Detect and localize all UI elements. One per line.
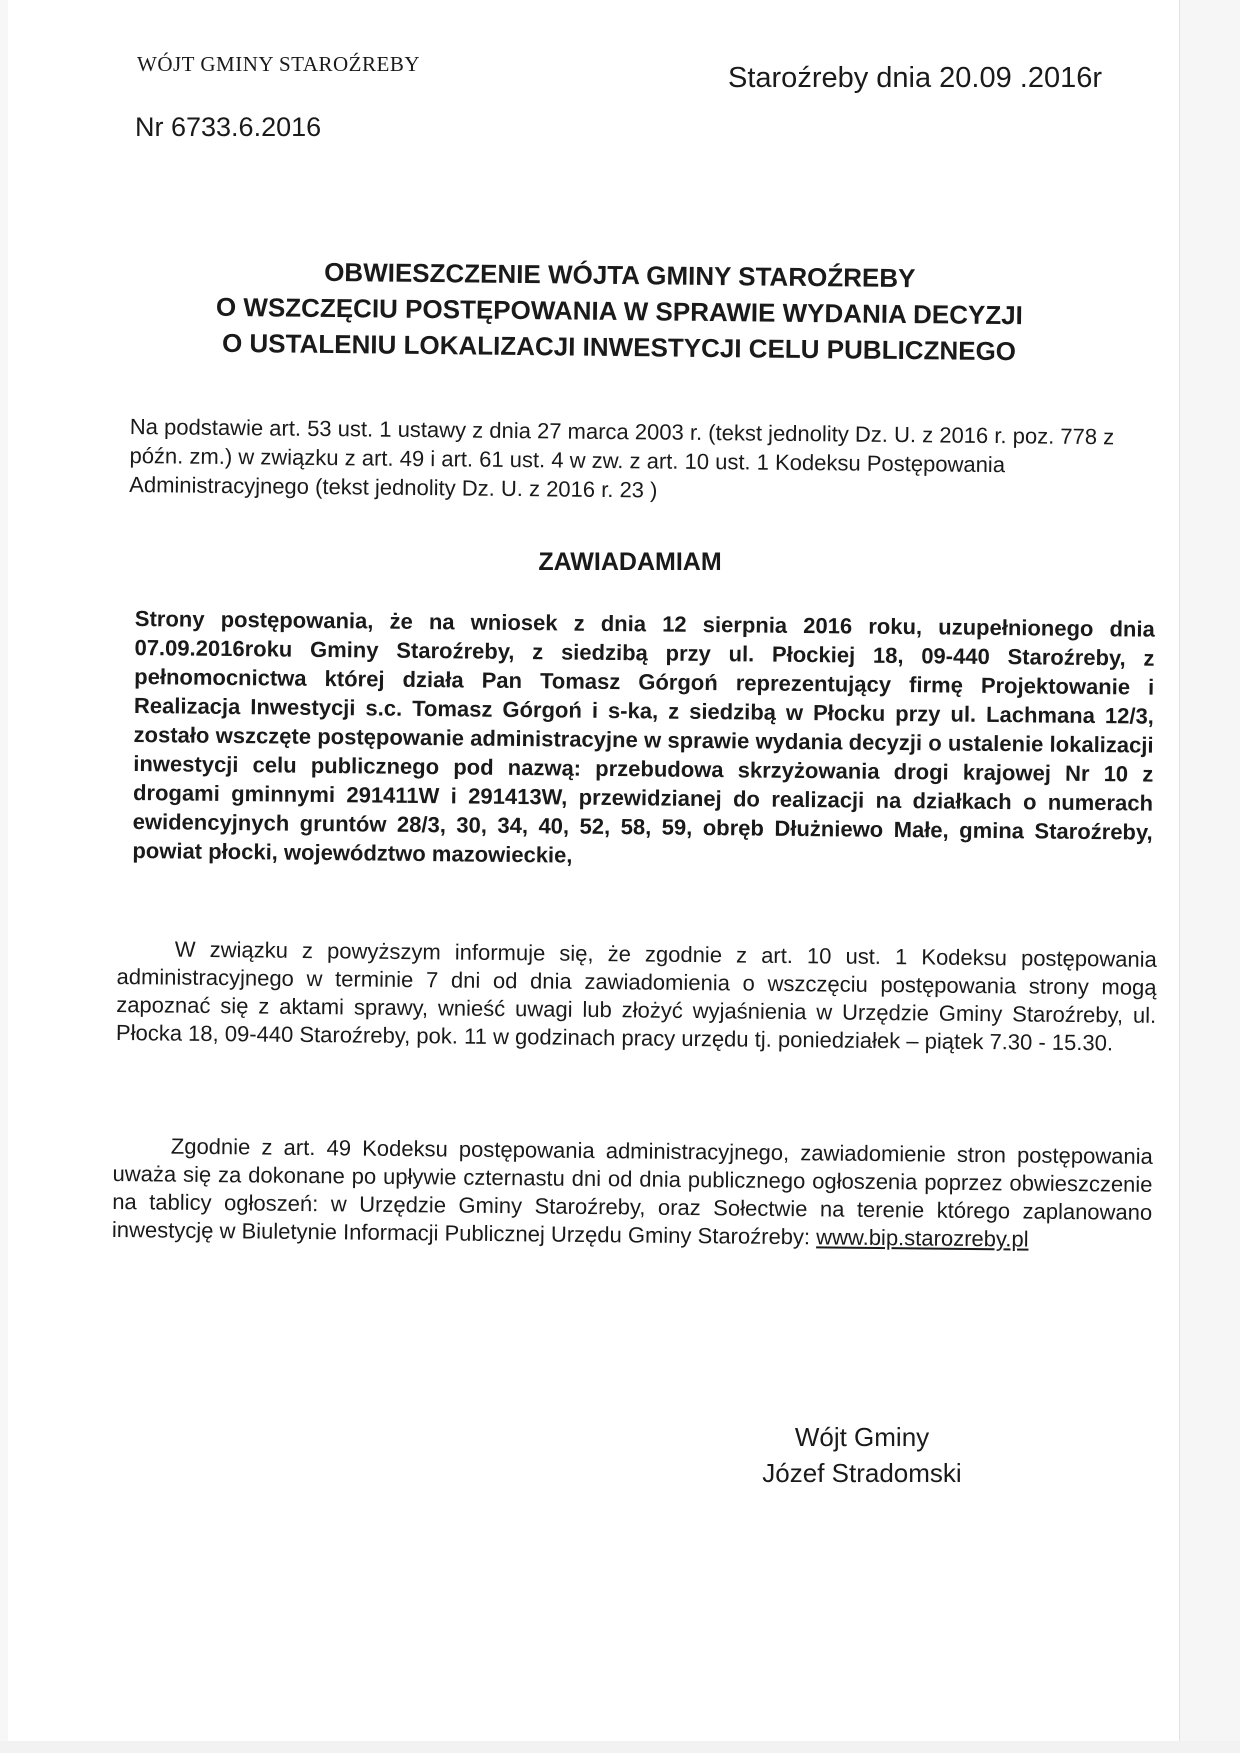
document-title bbox=[139, 252, 1100, 370]
info-paragraph-text: W związku z powyższym informuje się, że zgodnie z art. 10 ust. 1 Kodeksu postępowania administracyjnego w terminie 7 dni od dnia zawiadomienia o wszczęciu postępowania strony mogą zapoznać się z aktami sprawy, wnieść uwagi lub złożyć wyjaśnienia w Urzędzie Gminy Staroźreby, ul. Płocka 18, 09-440 Staroźreby, pok. 11 w godzinach pracy urzędu tj. poniedziałek – piątek 7.30 - 15.30. bbox=[115, 936, 1157, 1056]
signature-title: Wójt Gminy bbox=[794, 1422, 930, 1452]
title-line-2: O WSZCZĘCIU POSTĘPOWANIA W SPRAWIE WYDANIA DECYZJI bbox=[215, 291, 1024, 331]
signature-block bbox=[742, 1419, 982, 1491]
title-line-1: OBWIESZCZENIE WÓJTA GMINY STAROŹREBY bbox=[324, 256, 916, 294]
announcement-heading: ZAWIADAMIAM bbox=[538, 548, 722, 576]
scan-left-edge bbox=[0, 0, 8, 1753]
issuer-name: WÓJT GMINY STAROŹREBY bbox=[137, 52, 420, 76]
scan-right-edge bbox=[1179, 0, 1240, 1753]
legal-basis-paragraph: Na podstawie art. 53 ust. 1 ustawy z dnia 27 marca 2003 r. (tekst jednolity Dz. U. z 2016 r. poz. 778 z późn. zm.) w związku z art. 49 i art. 61 ust. 4 w zw. z art. 10 ust. 1 Kodeksu Postępowania Administracyjnego (tekst jednolity Dz. U. z 2016 r. 23 ) bbox=[129, 413, 1115, 503]
notice-paragraph: Strony postępowania, że na wniosek z dnia 12 sierpnia 2016 roku, uzupełnionego dnia 07.09.2016roku Gminy Staroźreby, z siedzibą przy ul. Płockiej 18, 09-440 Staroźreby, z pełnomocnictwa której działa Pan Tomasz Górgoń reprezentujący firmę Projektowanie i Realizacja Inwestycji s.c. Tomasz Górgoń i s-ka, z siedzibą w Płocku przy ul. Lachmana 12/3, zostało wszczęte postępowanie administracyjne w sprawie wydania decyzji o ustalenie lokalizacji inwestycji celu publicznego pod nazwą: przebudowa skrzyżowania drogi krajowej Nr 10 z drogami gminnymi 291411W i 291413W, przewidzianej do realizacji na działkach o numerach ewidencyjnych gruntów 28/3, 30, 34, 40, 52, 58, 59, obręb Dłużniewo Małe, gmina Staroźreby, powiat płocki, województwo mazowieckie, bbox=[132, 605, 1155, 868]
title-line-3: O USTALENIU LOKALIZACJI INWESTYCJI CELU PUBLICZNEGO bbox=[221, 327, 1017, 367]
reference-number: Nr 6733.6.2016 bbox=[135, 112, 322, 142]
place-and-date: Staroźreby dnia 20.09 .2016r bbox=[728, 62, 1103, 94]
publication-paragraph bbox=[112, 1132, 1153, 1255]
bip-link[interactable]: www.bip.starozreby.pl bbox=[816, 1224, 1029, 1252]
scan-bottom-edge bbox=[0, 1741, 1240, 1753]
publication-paragraph-text: Zgodnie z art. 49 Kodeksu postępowania administracyjnego, zawiadomienie stron postępowania uważa się za dokonane po upływie czternastu dni od dnia publicznego ogłoszenia poprzez obwieszczenie na tablicy ogłoszeń: w Urzędzie Gminy Staroźreby, oraz Sołectwie na terenie którego zaplanowano inwestycję w Biuletynie Informacji Publicznej Urzędu Gminy Staroźreby: bbox=[111, 1133, 1153, 1250]
info-paragraph bbox=[116, 935, 1157, 1058]
signature-name: Józef Stradomski bbox=[762, 1458, 962, 1488]
